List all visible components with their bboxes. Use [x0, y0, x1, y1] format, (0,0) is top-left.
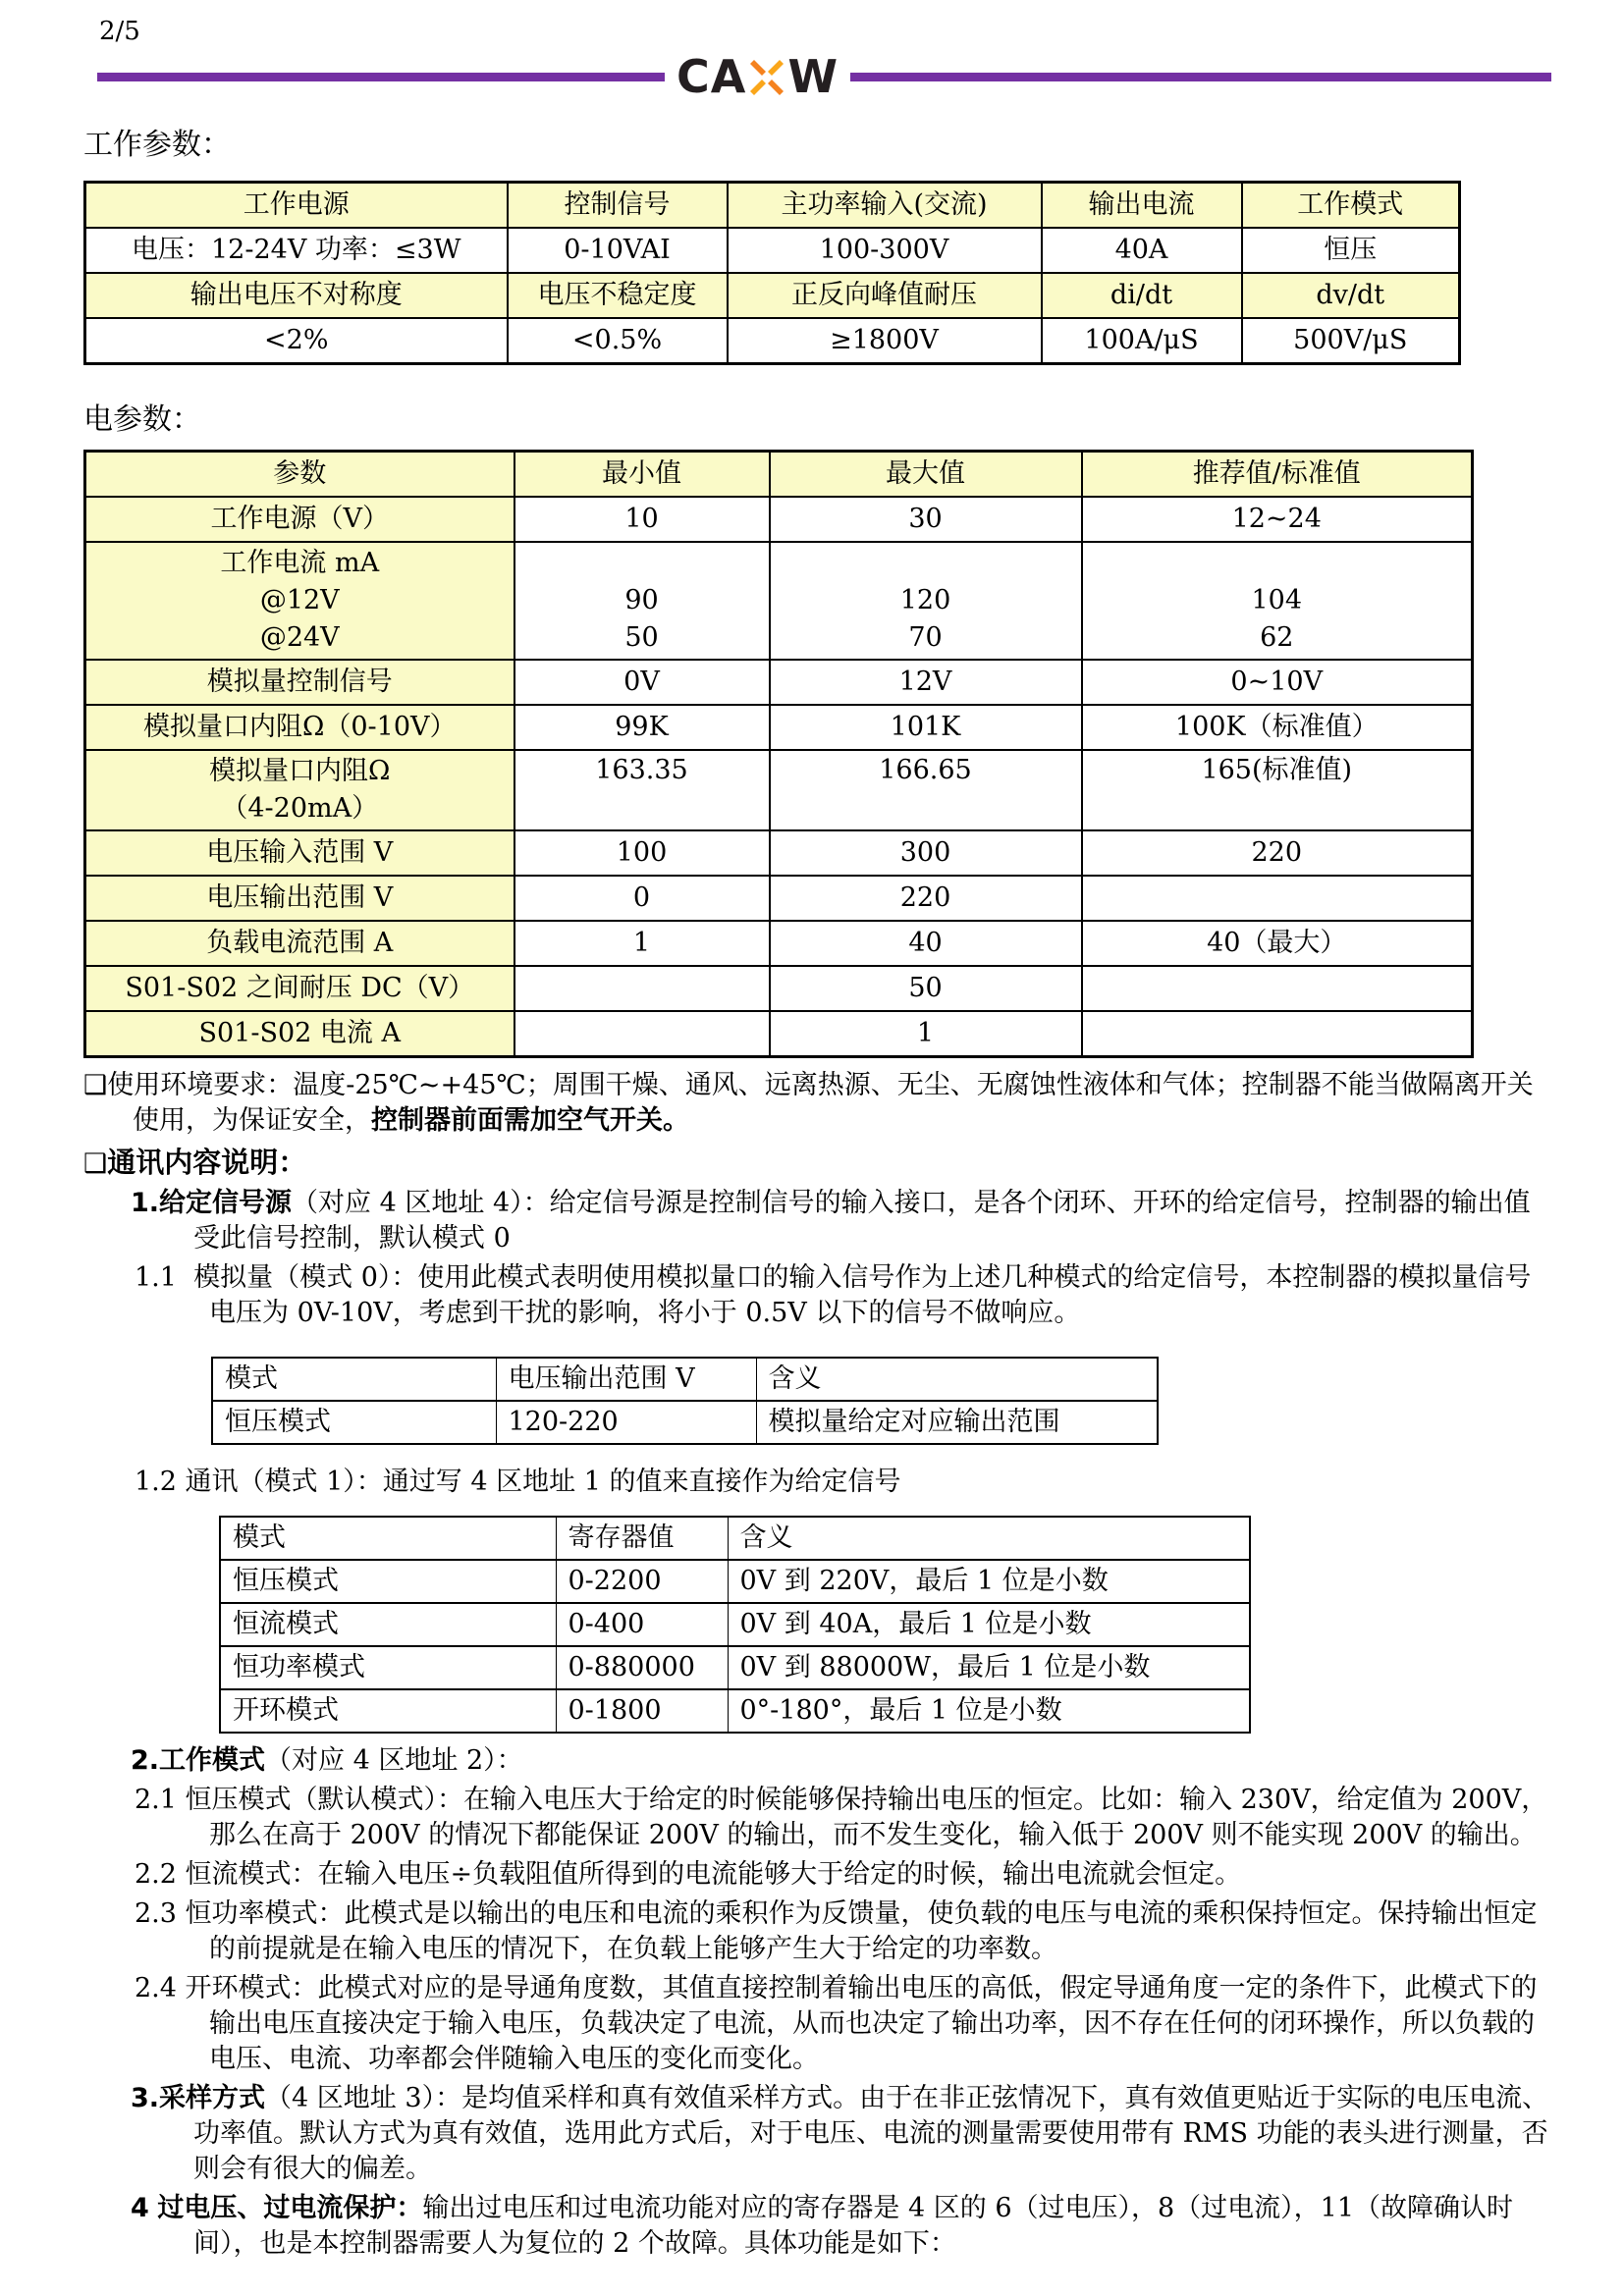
working-params-table — [83, 181, 1461, 365]
value-cell: 10 — [514, 497, 770, 542]
value-line — [1089, 545, 1466, 582]
section-body: 恒功率模式：此模式是以输出的电压和电流的乘积作为反馈量，使负载的电压与电流的乘积保持恒定。保持输出恒定的前提就是在输入电压的情况下，在负载上能够产生大于给定的功率数。 — [185, 1898, 1538, 1964]
value-cell: 电压：12-24V 功率：≤3W — [85, 228, 508, 273]
header-cell: 输出电流 — [1042, 183, 1242, 229]
table-row — [85, 966, 1473, 1011]
table-row — [85, 542, 1473, 660]
mode0-table — [211, 1357, 1159, 1445]
param-cell: 模拟量口内阻Ω（0-10V） — [85, 705, 514, 750]
table-row — [85, 1011, 1473, 1057]
section-2-1 — [83, 1783, 1551, 1853]
value-cell: 120-220 — [496, 1401, 756, 1444]
value-cell: 40（最大） — [1082, 921, 1473, 966]
param-cell: 电压输出范围 V — [85, 876, 514, 921]
caxw-logo — [665, 50, 850, 103]
section-1-2 — [83, 1465, 1551, 1500]
value-cell: 40 — [770, 921, 1082, 966]
value-line: 50 — [624, 622, 659, 653]
value-cell: 40A — [1042, 228, 1242, 273]
header-cell: 寄存器值 — [556, 1517, 728, 1560]
value-cell: 恒压 — [1242, 228, 1460, 273]
value-line: 104 — [1251, 585, 1303, 615]
param-cell: 负载电流范围 A — [85, 921, 514, 966]
header-cell: 模式 — [220, 1517, 556, 1560]
value-cell: 163.35 — [514, 750, 770, 830]
page-number: 2/5 — [99, 17, 140, 46]
table-row — [85, 452, 1473, 498]
value-cell: 0°-180°，最后 1 位是小数 — [728, 1689, 1250, 1733]
header-cell: 工作电源 — [85, 183, 508, 229]
table-row — [212, 1401, 1158, 1444]
value-cell: 恒流模式 — [220, 1603, 556, 1646]
table-row — [85, 660, 1473, 705]
header-cell: dv/dt — [1242, 273, 1460, 318]
table-row — [85, 830, 1473, 876]
value-cell: 220 — [770, 876, 1082, 921]
section-number: 2.3 — [135, 1898, 177, 1929]
header-cell: 电压不稳定度 — [508, 273, 728, 318]
section-number: 3. — [131, 2083, 160, 2113]
value-cell: 开环模式 — [220, 1689, 556, 1733]
value-cell: 0V 到 40A，最后 1 位是小数 — [728, 1603, 1250, 1646]
value-cell: 500V/μS — [1242, 318, 1460, 364]
mode1-table — [219, 1516, 1251, 1734]
param-line: @24V — [259, 622, 340, 653]
value-line: 90 — [624, 585, 659, 615]
table-row — [220, 1560, 1250, 1603]
section-number: 2.4 — [135, 1973, 177, 2003]
section-body: 输出过电压和过电流功能对应的寄存器是 4 区的 6（过电压），8（过电流），11（故障确认时间），也是本控制器需要人为复位的 2 个故障。具体功能是如下： — [193, 2193, 1514, 2259]
table-row — [85, 497, 1473, 542]
value-cell — [770, 542, 1082, 660]
section-4 — [83, 2191, 1551, 2262]
square-bullet-icon: ❑ — [83, 1070, 108, 1100]
section-number: 2.2 — [135, 1859, 177, 1890]
value-cell: 0 — [514, 876, 770, 921]
header-cell: 电压输出范围 V — [496, 1358, 756, 1401]
value-cell: <2% — [85, 318, 508, 364]
value-cell: 99K — [514, 705, 770, 750]
value-cell: 0V 到 88000W，最后 1 位是小数 — [728, 1646, 1250, 1689]
value-line: 62 — [1260, 622, 1294, 653]
electrical-params-table — [83, 450, 1474, 1058]
table-row — [220, 1689, 1250, 1733]
value-cell: 恒压模式 — [220, 1560, 556, 1603]
header-cell: 模式 — [212, 1358, 496, 1401]
value-cell: 300 — [770, 830, 1082, 876]
value-cell — [514, 542, 770, 660]
header-cell: 最大值 — [770, 452, 1082, 498]
section-body: （对应 4 区地址 2）： — [265, 1745, 523, 1776]
param-line: （4-20mA） — [221, 793, 379, 824]
table-row — [85, 921, 1473, 966]
header-rule — [83, 51, 1551, 102]
section-title: 给定信号源 — [159, 1188, 293, 1218]
header-cell: di/dt — [1042, 273, 1242, 318]
value-cell: 101K — [770, 705, 1082, 750]
value-cell: 100 — [514, 830, 770, 876]
param-cell — [85, 750, 514, 830]
section-body-tail: 的变化而变化。 — [633, 2044, 819, 2074]
value-cell — [514, 1011, 770, 1057]
section-2-3 — [83, 1896, 1551, 1967]
section-body: 模拟量（模式 0）：使用此模式表明使用模拟量口的输入信号作为上述几种模式的给定信号，本控制器的模拟量信号电压为 0V-10V，考虑到干扰的影响，将小于 0.5V 以下的信号不做响应。 — [193, 1262, 1532, 1328]
value-cell: 50 — [770, 966, 1082, 1011]
value-cell: 1 — [514, 921, 770, 966]
section-number: 2.1 — [135, 1785, 177, 1815]
section-number: 1.1 — [135, 1262, 177, 1293]
table-row — [85, 228, 1460, 273]
value-cell: 恒压模式 — [212, 1401, 496, 1444]
param-line: 工作电流 mA — [220, 548, 380, 578]
section-3 — [83, 2081, 1551, 2187]
header-rule-right — [850, 73, 1551, 81]
section-number: 1. — [131, 1188, 160, 1218]
table-row — [85, 705, 1473, 750]
header-cell: 正反向峰值耐压 — [728, 273, 1042, 318]
param-cell: 工作电源（V） — [85, 497, 514, 542]
square-bullet-icon: ❑ — [83, 1148, 108, 1179]
section-body: 恒流模式：在输入电压÷负载阻值所得到的电流能够大于给定的时候，输出电流就会恒定。 — [185, 1859, 1242, 1890]
section-number: 2. — [131, 1745, 160, 1776]
table-row — [220, 1646, 1250, 1689]
header-cell: 含义 — [756, 1358, 1158, 1401]
value-cell — [514, 966, 770, 1011]
value-cell: 0-2200 — [556, 1560, 728, 1603]
environment-note-text: 使用环境要求：温度-25℃~+45℃；周围干燥、通风、远离热源、无尘、无腐蚀性液体和气体；控制器不能当做隔离开关使用，为保证安全， — [107, 1070, 1534, 1136]
table-row — [85, 318, 1460, 364]
header-cell: 工作模式 — [1242, 183, 1460, 229]
value-cell: 100-300V — [728, 228, 1042, 273]
header-cell: 主功率输入(交流) — [728, 183, 1042, 229]
value-cell — [1082, 1011, 1473, 1057]
section-body: 恒压模式（默认模式）：在输入电压大于给定的时候能够保持输出电压的恒定。比如：输入 230V，给定值为 200V，那么在高于 200V 的情况下都能保证 200V 的输出，而不发生变化，输入低于 200V 则不能实现 200V 的输出。 — [185, 1785, 1548, 1850]
section-body: 通讯（模式 1）：通过写 4 区地址 1 的值来直接作为给定信号 — [185, 1467, 901, 1497]
table-row — [220, 1603, 1250, 1646]
section-title: 过电压、过电流保护： — [157, 2193, 423, 2223]
section-number: 4 — [131, 2193, 149, 2223]
table-row — [85, 273, 1460, 318]
value-cell: 100A/μS — [1042, 318, 1242, 364]
section-title-electrical-params: 电参数： — [83, 402, 201, 437]
section-number: 1.2 — [135, 1467, 177, 1497]
header-cell: 参数 — [85, 452, 514, 498]
value-cell: 30 — [770, 497, 1082, 542]
param-cell — [85, 542, 514, 660]
logo-text-right: W — [787, 50, 839, 103]
environment-note — [83, 1068, 1551, 1139]
section-title: 采样方式 — [159, 2083, 266, 2113]
table-row — [212, 1358, 1158, 1401]
table-row — [85, 183, 1460, 229]
value-cell: 0-400 — [556, 1603, 728, 1646]
table-row — [85, 750, 1473, 830]
value-line — [777, 545, 1075, 582]
value-cell: 模拟量给定对应输出范围 — [756, 1401, 1158, 1444]
value-cell: 165(标准值) — [1082, 750, 1473, 830]
value-cell: 0-10VAI — [508, 228, 728, 273]
section-body: 开环模式：此模式对应的是导通角度数，其值直接控制着输出电压的高低，假定导通角度一定的条件下，此模式下的输出电压直接决定于输入电压，负载决定了电流，从而也决定了输出功率，因不存在任何的闭环操作，所以负载的电压、电流、功率都会伴随输入电压 — [185, 1973, 1538, 2074]
section-2-2 — [83, 1857, 1551, 1893]
section-title-working-params: 工作参数： — [83, 128, 231, 162]
section-2-4 — [83, 1971, 1551, 2077]
section-2 — [83, 1743, 1551, 1779]
value-cell: 220 — [1082, 830, 1473, 876]
value-cell: 100K（标准值） — [1082, 705, 1473, 750]
param-cell: S01-S02 电流 A — [85, 1011, 514, 1057]
value-line — [521, 545, 763, 582]
table-row — [220, 1517, 1250, 1560]
table-row — [85, 876, 1473, 921]
environment-note-bold: 控制器前面需加空气开关。 — [371, 1105, 689, 1136]
value-cell: 166.65 — [770, 750, 1082, 830]
value-cell: 1 — [770, 1011, 1082, 1057]
comm-section-title-text: 通讯内容说明： — [107, 1146, 307, 1179]
param-cell: 模拟量控制信号 — [85, 660, 514, 705]
value-cell: 0-880000 — [556, 1646, 728, 1689]
logo-x-icon — [747, 58, 786, 97]
value-cell — [1082, 966, 1473, 1011]
logo-text-left: CA — [677, 50, 747, 103]
param-cell: 电压输入范围 V — [85, 830, 514, 876]
value-cell: 12~24 — [1082, 497, 1473, 542]
value-cell: ≥1800V — [728, 318, 1042, 364]
header-cell: 最小值 — [514, 452, 770, 498]
value-cell: 0V — [514, 660, 770, 705]
header-cell: 控制信号 — [508, 183, 728, 229]
value-cell: 0-1800 — [556, 1689, 728, 1733]
header-cell: 含义 — [728, 1517, 1250, 1560]
param-cell: S01-S02 之间耐压 DC（V） — [85, 966, 514, 1011]
section-1 — [83, 1186, 1551, 1256]
value-line: 120 — [899, 585, 951, 615]
header-cell: 输出电压不对称度 — [85, 273, 508, 318]
value-cell: 恒功率模式 — [220, 1646, 556, 1689]
value-cell: 0V 到 220V，最后 1 位是小数 — [728, 1560, 1250, 1603]
section-body: （对应 4 区地址 4）：给定信号源是控制信号的输入接口，是各个闭环、开环的给定信号，控制器的输出值受此信号控制，默认模式 0 — [193, 1188, 1531, 1254]
value-cell: <0.5% — [508, 318, 728, 364]
param-line: @12V — [259, 585, 340, 615]
value-cell — [1082, 876, 1473, 921]
header-rule-left — [97, 73, 665, 81]
section-1-1 — [83, 1260, 1551, 1331]
value-cell: 12V — [770, 660, 1082, 705]
section-title: 工作模式 — [159, 1745, 266, 1776]
param-line: 模拟量口内阻Ω — [209, 756, 391, 786]
section-body: （4 区地址 3）：是均值采样和真有效值采样方式。由于在非正弦情况下，真有效值更贴近于实际的电压电流、功率值。默认方式为真有效值，选用此方式后，对于电压、电流的测量需要使用带有 RMS 功能的表头进行测量，否则会有很大的偏差。 — [193, 2083, 1549, 2184]
header-cell: 推荐值/标准值 — [1082, 452, 1473, 498]
value-line: 70 — [908, 622, 943, 653]
value-cell: 0~10V — [1082, 660, 1473, 705]
value-cell — [1082, 542, 1473, 660]
comm-section-title — [83, 1145, 1551, 1182]
